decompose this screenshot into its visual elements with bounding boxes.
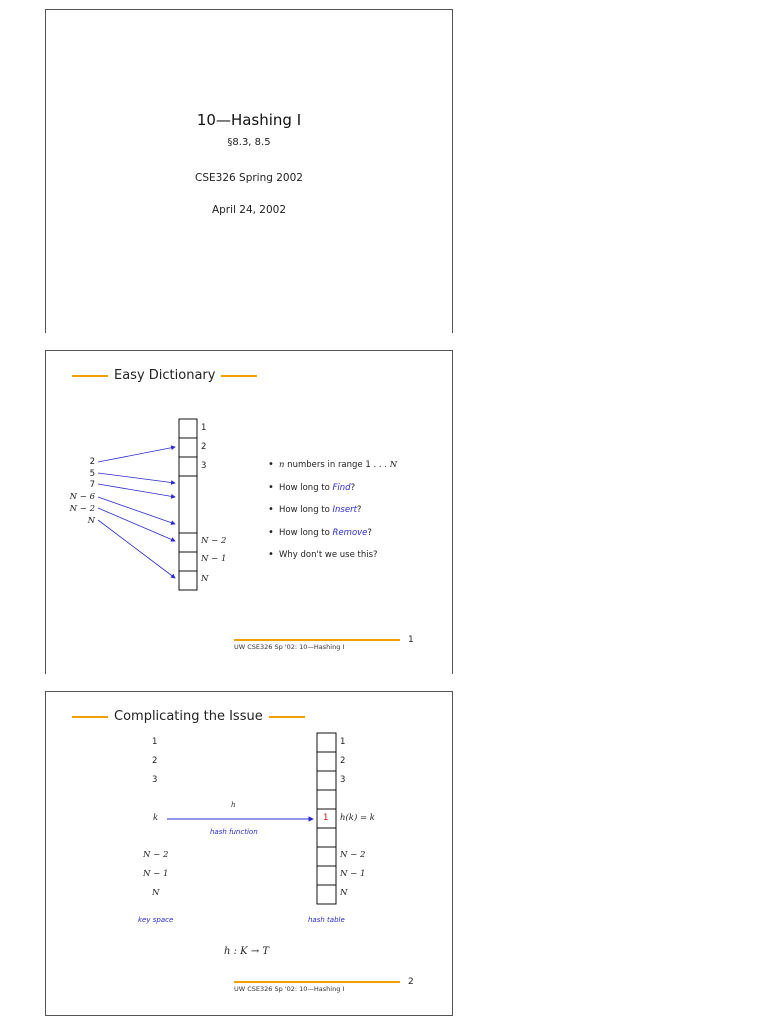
key-arrows — [98, 447, 175, 578]
hash-diagram — [46, 692, 452, 1015]
heading-text: Complicating the Issue — [114, 709, 263, 724]
slide-2-easy-dictionary — [45, 350, 453, 674]
key-label: k — [153, 813, 159, 823]
hash-formula: h : K → T — [224, 946, 270, 957]
key-label: 2 — [152, 756, 158, 766]
table-label: 1 — [340, 737, 346, 747]
table-label: 2 — [340, 756, 346, 766]
table-label: N — [201, 574, 209, 584]
table-label: N − 1 — [340, 869, 366, 879]
bullet-item — [268, 460, 397, 483]
table-label: 1 — [201, 423, 207, 433]
bullet-text: How long to — [279, 482, 333, 493]
slide-1-title — [45, 9, 453, 333]
bullet-text: ? — [367, 527, 372, 538]
arrow — [98, 508, 175, 541]
page-number: 2 — [408, 977, 414, 987]
arrow — [98, 447, 175, 462]
table-label: N − 2 — [340, 850, 366, 860]
slide-footer: UW CSE326 Sp '02: 10—Hashing I — [234, 643, 345, 651]
key-label: N − 2 — [143, 850, 169, 860]
key-label: N — [152, 888, 160, 898]
array-table — [179, 419, 197, 590]
bullet-emphasis: Remove — [332, 527, 368, 538]
key-label: 7 — [89, 480, 95, 490]
bullet-emphasis: Find — [332, 482, 351, 493]
key-label: N − 1 — [143, 869, 169, 879]
bullet-emphasis: Insert — [332, 505, 357, 515]
bullet-math: n — [279, 460, 285, 470]
arrow — [98, 473, 175, 483]
bullet-text: How long to — [279, 505, 333, 515]
footer-rule — [234, 639, 400, 641]
hash-table-caption: hash table — [308, 916, 345, 924]
key-label: 1 — [152, 737, 158, 747]
table-label: 3 — [340, 775, 346, 785]
key-label: 2 — [89, 457, 95, 467]
arrow — [98, 497, 175, 524]
bullet-text: Why don't we use this? — [279, 550, 378, 560]
key-label: N − 2 — [69, 504, 95, 514]
table-label: h(k) = k — [340, 813, 375, 823]
arrow-caption: hash function — [210, 828, 258, 836]
bullet-text: numbers in range 1 . . . — [284, 460, 390, 470]
bullet-item — [268, 528, 397, 551]
bullet-item — [268, 483, 397, 506]
bullet-text: How long to — [279, 527, 333, 538]
bullet-math: N — [389, 460, 398, 470]
slide-footer: UW CSE326 Sp '02: 10—Hashing I — [234, 985, 345, 993]
bullet-text: ? — [356, 505, 362, 515]
table-label: N — [340, 888, 348, 898]
slide-sections: §8.3, 8.5 — [227, 137, 271, 148]
key-space-caption: key space — [138, 916, 174, 924]
bullet-text: ? — [350, 482, 356, 493]
table-cell-value: 1 — [323, 813, 329, 823]
slide-title: 10—Hashing I — [196, 111, 302, 129]
arrow — [98, 484, 175, 497]
table-label: 3 — [201, 461, 207, 471]
table-label: N − 1 — [201, 554, 227, 564]
key-label: N — [87, 516, 95, 526]
key-label: 5 — [89, 469, 95, 479]
slide-date: April 24, 2002 — [211, 204, 287, 216]
bullet-item — [268, 550, 397, 573]
table-label: 2 — [201, 442, 207, 452]
footer-rule — [234, 981, 400, 983]
array-outline — [179, 419, 197, 590]
arrow-label: h — [231, 801, 236, 809]
heading-text: Easy Dictionary — [114, 368, 216, 383]
course-name: CSE326 Spring 2002 — [195, 172, 303, 184]
arrow — [98, 520, 175, 578]
bullet-list — [268, 460, 397, 573]
table-label: N − 2 — [201, 536, 227, 546]
slide-3-complicating-the-issue — [45, 691, 453, 1016]
key-label: N − 6 — [69, 492, 95, 502]
key-label: 3 — [152, 775, 158, 785]
bullet-item — [268, 505, 397, 528]
page-number: 1 — [408, 635, 414, 645]
